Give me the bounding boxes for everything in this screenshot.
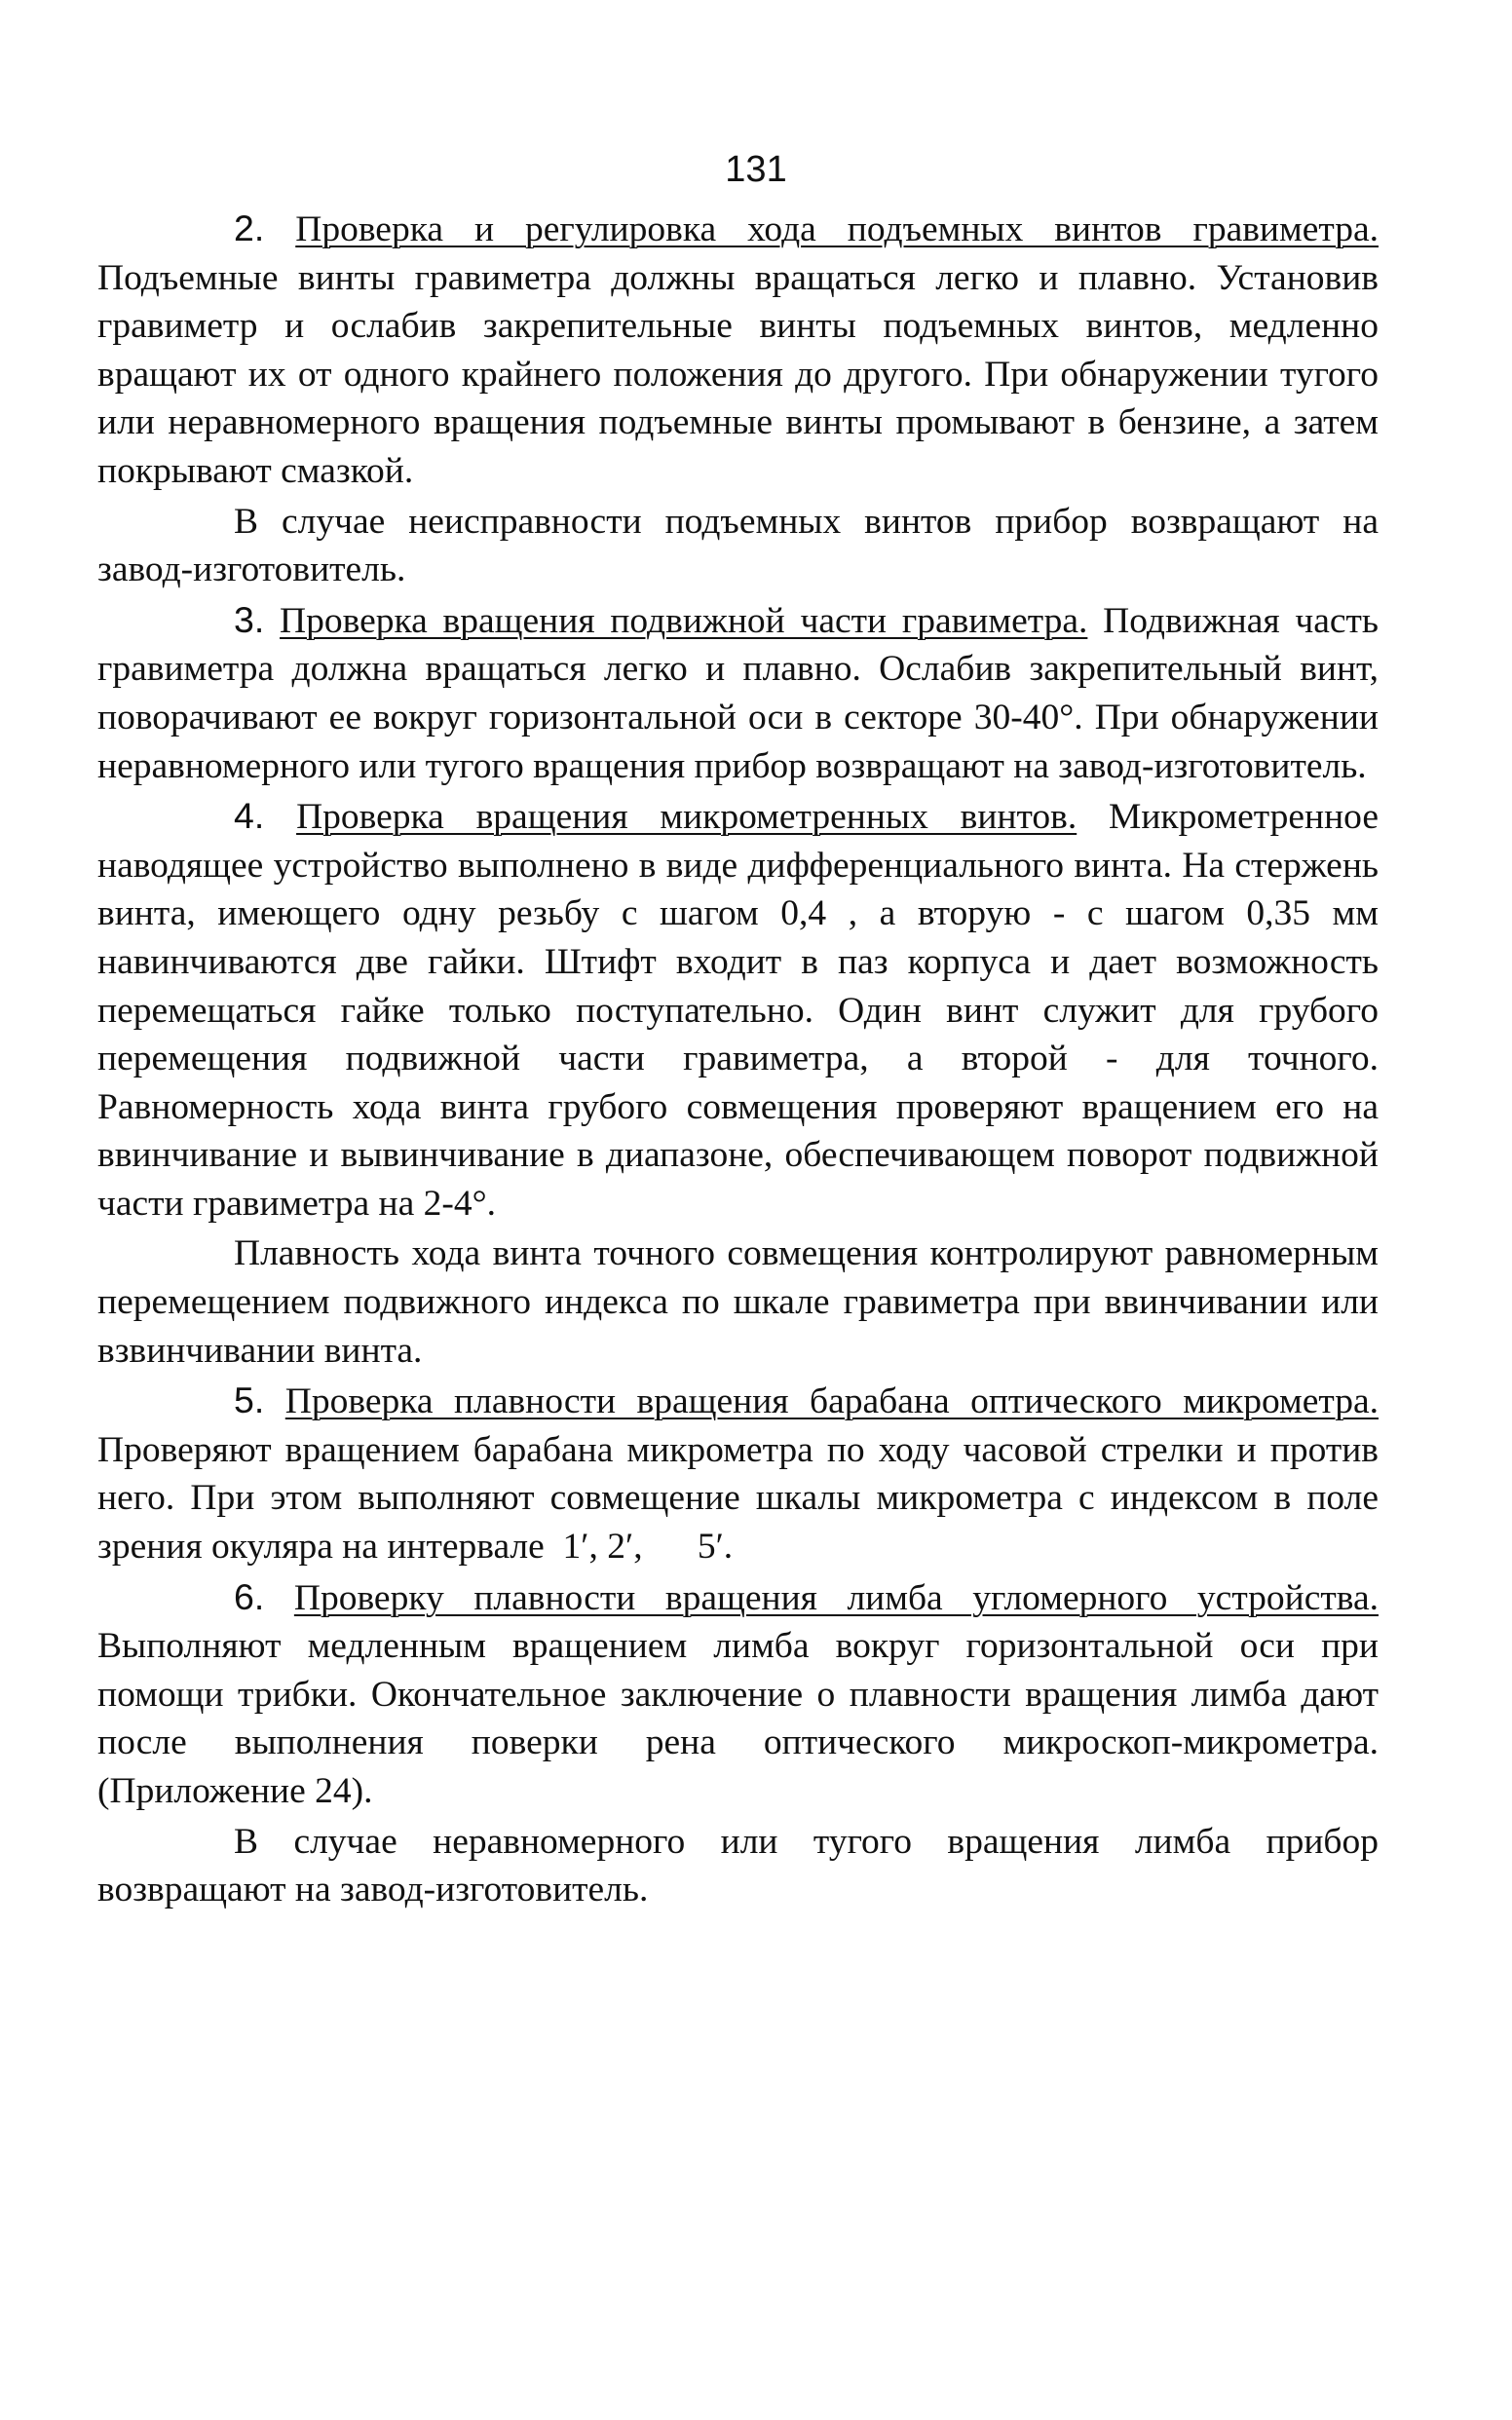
section-6-number: 6. — [234, 1575, 265, 1617]
section-4-heading: Проверка вращения микрометренных винтов. — [296, 797, 1077, 838]
section-5-body: Проверяют вращением барабана микрометра по ходу часовой стрелки и против него. При этом выполняют совмещение шкалы микрометра с индексом в поле зрения окуляра на интервале 1′, 2′, 5′. — [97, 1381, 1388, 1568]
body-text — [97, 205, 1388, 1914]
section-3-paragraph — [97, 596, 1379, 790]
section-6-body: Выполняют медленным вращением лимба вокруг горизонтальной оси при помощи трибки. Окончательное заключение о плавности вращения лимба дают после выполнения поверки рена оптического микроскоп-микрометра. (Приложение 24). — [97, 1626, 1379, 1811]
section-5-number: 5. — [234, 1380, 265, 1421]
section-2-note-paragraph: В случае неисправности подъемных винтов прибор возвращают на завод-изготовитель. — [97, 501, 1379, 590]
section-4-body: Микрометренное наводящее устройство выполнено в виде дифференциального винта. На стержень винта, имеющего одну резьбу с шагом 0,4 , а вторую - с шагом 0,35 мм навинчиваются две гайки. Штифт входит в паз корпуса и дает возможность перемещаться гайке только поступательно. Один винт служит для грубого перемещения подвижной части гравиметра, а второй - для точного. Равномерность хода винта грубого совмещения проверяют вращением его на ввинчивание и вывинчивание в диапазоне, обеспечивающем поворот подвижной части гравиметра на 2-4°. — [97, 797, 1379, 1224]
section-4-paragraph — [97, 792, 1379, 1228]
section-2-paragraph — [97, 205, 1379, 496]
section-2-number: 2. — [234, 208, 265, 248]
section-5-heading: Проверка плавности вращения барабана оптического микрометра. — [284, 1381, 1379, 1422]
section-3-body: Подвижная часть гравиметра должна вращаться легко и плавно. Ослабив закрепительный винт, поворачивают ее вокруг горизонтальной оси в секторе 30-40°. При обнаружении неравномерного или тугого вращения прибор возвращают на завод-изготовитель. — [97, 600, 1380, 786]
section-3-heading: Проверка вращения подвижной части гравиметра. — [280, 600, 1088, 641]
section-5-paragraph — [97, 1377, 1388, 1570]
section-6-paragraph — [97, 1573, 1379, 1816]
section-3-number: 3. — [234, 598, 265, 640]
section-4-number: 4. — [234, 795, 265, 837]
section-4-note-paragraph: Плавность хода винта точного совмещения контролируют равномерным перемещением подвижного индекса по шкале гравиметра при ввинчивании или взвинчивании винта. — [97, 1233, 1379, 1371]
section-2-heading: Проверка и регулировка хода подъемных винтов гравиметра. — [295, 209, 1379, 249]
section-6-heading: Проверку плавности вращения лимба угломерного устройства. — [293, 1577, 1379, 1618]
section-2-body: Подъемные винты гравиметра должны вращаться легко и плавно. Установив гравиметр и ослабив закрепительные винты подъемных винтов, медленно вращают их от одного крайнего положения до другого. При обнаружении тугого или неравномерного вращения подъемные винты промывают в бензине, а затем покрывают смазкой. — [97, 257, 1379, 491]
section-6-note-paragraph: В случае неравномерного или тугого вращения лимба прибор возвращают на завод-изготовитель. — [97, 1821, 1379, 1910]
page-number: 131 — [725, 149, 787, 190]
